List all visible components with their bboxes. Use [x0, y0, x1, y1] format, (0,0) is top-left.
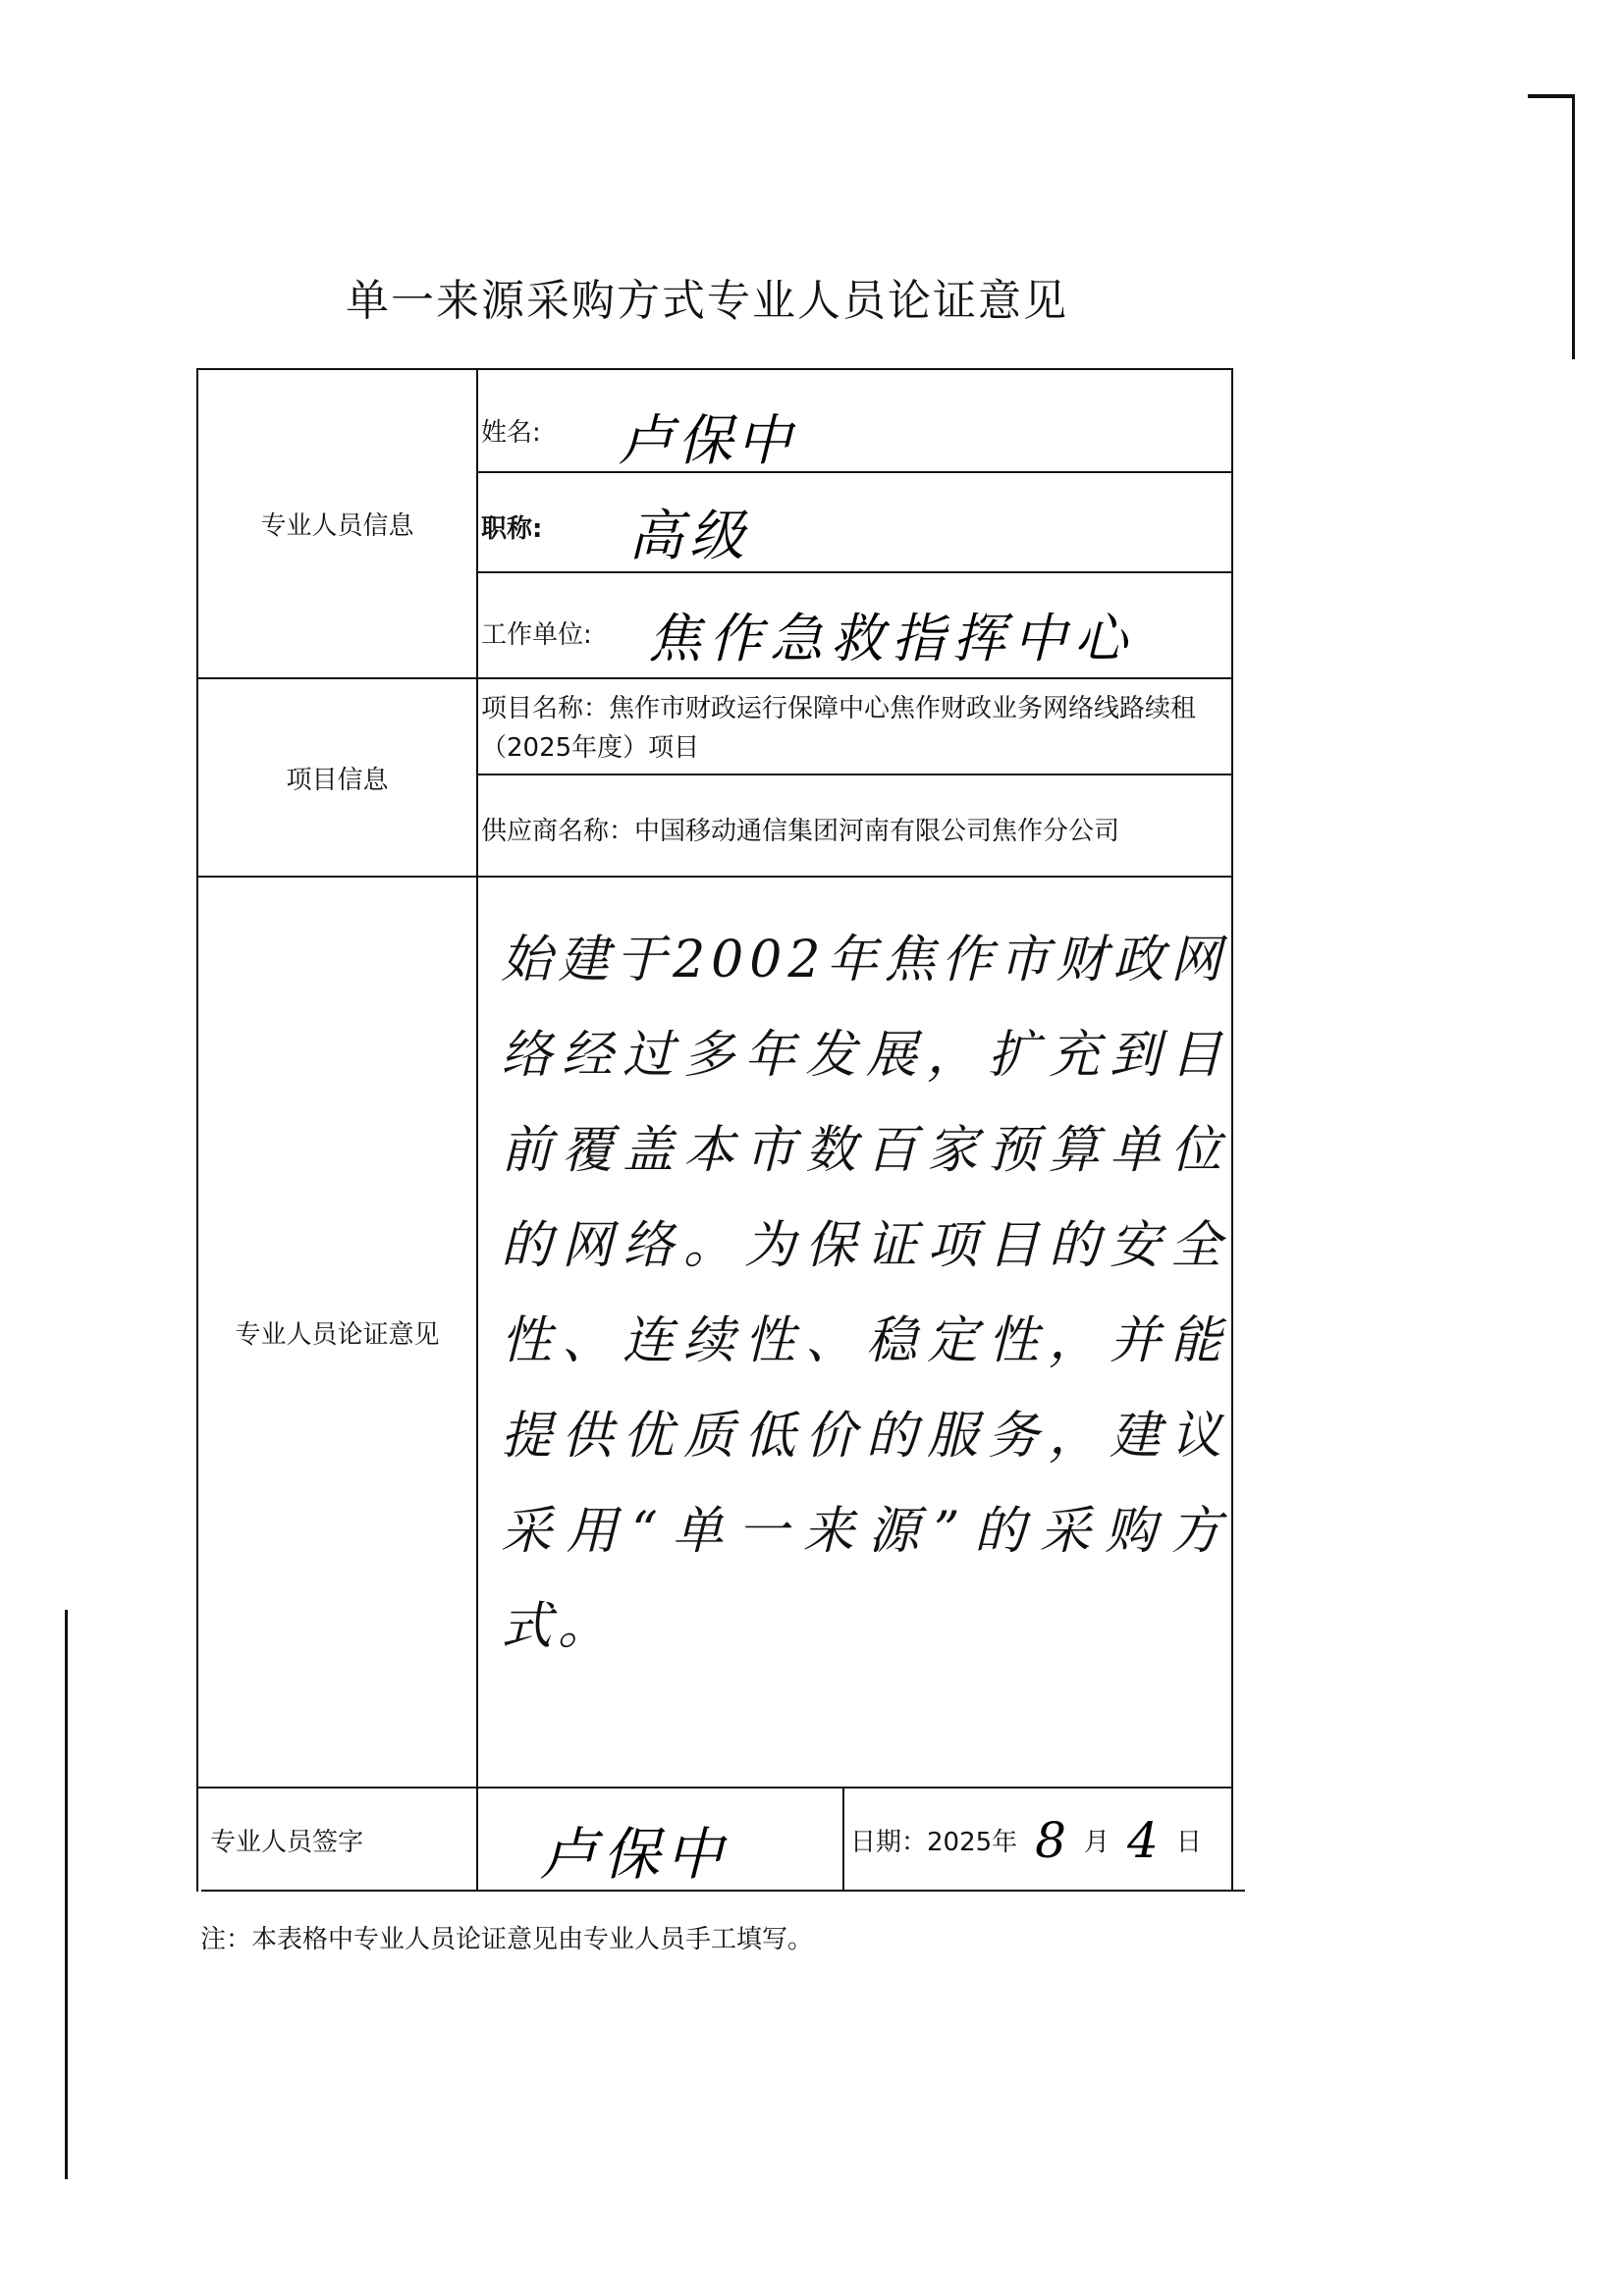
date-field: [850, 1789, 1202, 1892]
name-label: 姓名:: [481, 418, 541, 448]
scan-edge-mark-left: [65, 1610, 68, 2179]
date-day-unit: 日: [1175, 1828, 1202, 1857]
section-signature: 专业人员签字: [210, 1828, 364, 1857]
opinion-text: 始建于2002年焦作市财政网络经过多年发展，扩充到目前覆盖本市数百家预算单位的网络。为保证项目的安全性、连续性、稳定性，并能提供优质低价的服务，建议采用“单一来源”的采购方式。: [501, 931, 1227, 1656]
title-value: 高级: [628, 505, 750, 568]
footnote: 注：本表格中专业人员论证意见由专业人员手工填写。: [200, 1925, 814, 1954]
supplier-name: 供应商名称：中国移动通信集团河南有限公司焦作分公司: [481, 817, 1120, 846]
date-month-value: 8: [1035, 1811, 1066, 1869]
section-project-info: 项目信息: [286, 765, 389, 795]
unit-label: 工作单位:: [481, 620, 592, 650]
scan-edge-mark-right: [1572, 94, 1575, 359]
scan-edge-mark-top-right: [1528, 94, 1575, 98]
date-day-value: 4: [1127, 1811, 1159, 1869]
project-name: 项目名称：焦作市财政运行保障中心焦作财政业务网络线路续租（2025年度）项目: [481, 694, 1197, 763]
section-opinion: 专业人员论证意见: [235, 1319, 440, 1350]
section-personnel-info: 专业人员信息: [260, 511, 414, 541]
document-title: 单一来源采购方式专业人员论证意见: [346, 276, 1068, 326]
date-prefix: 日期：2025年: [850, 1828, 1018, 1857]
name-value: 卢保中: [619, 409, 795, 473]
signature-value: 卢保中: [540, 1821, 730, 1888]
date-month-unit: 月: [1083, 1828, 1110, 1857]
unit-value: 焦作急救指挥中心: [648, 608, 1135, 669]
title-label: 职称:: [481, 514, 543, 544]
